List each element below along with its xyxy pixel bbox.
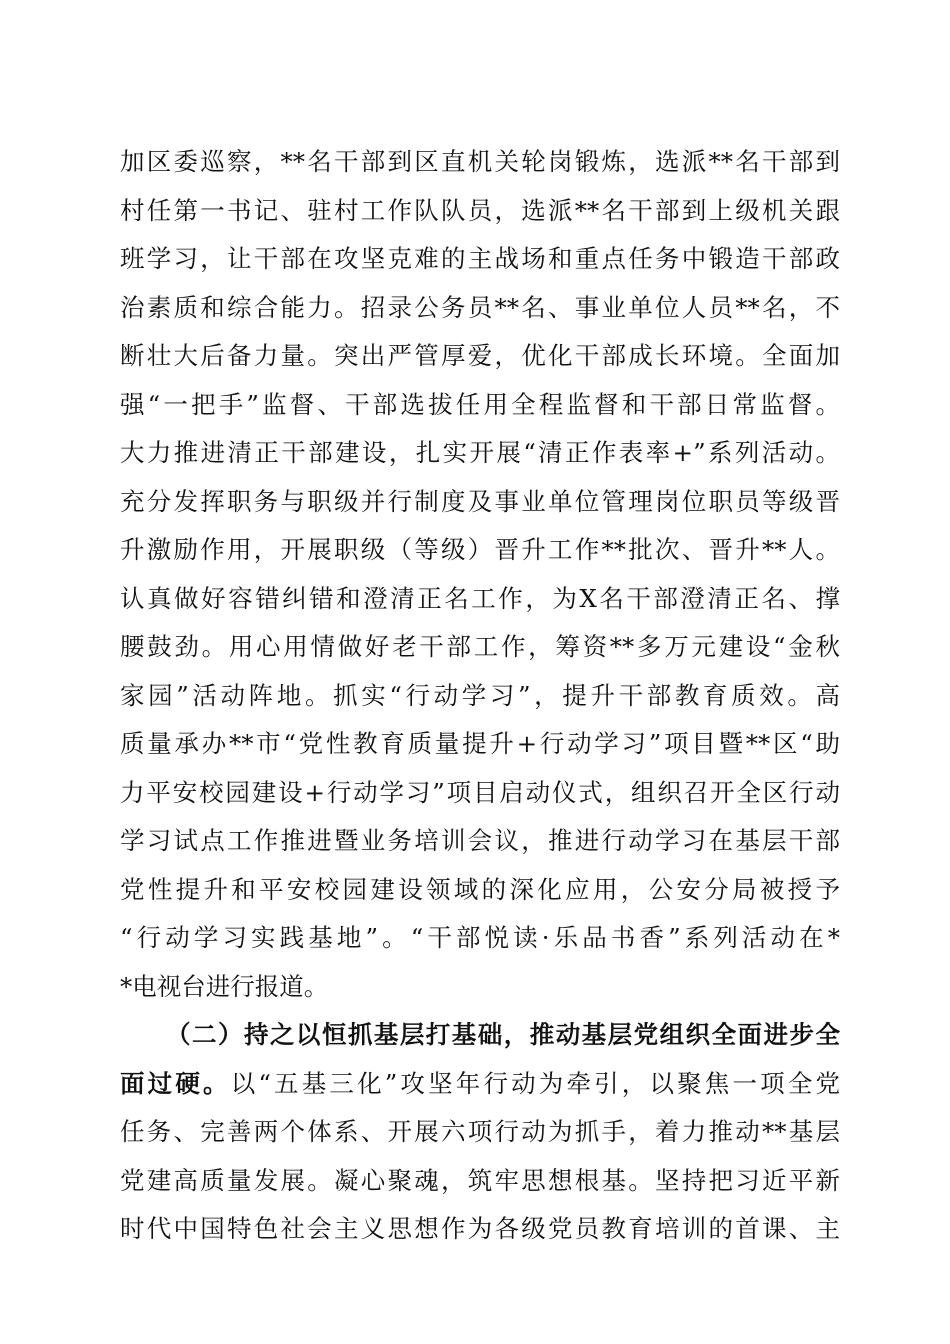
text-line: 治素质和综合能力。招录公务员**名、事业单位人员**名，不 (120, 292, 840, 322)
text-line (120, 1060, 840, 1109)
body-text (120, 138, 840, 1254)
text-line: 腰鼓劲。用心用情做好老干部工作，筹资**多万元建设“金秋 (120, 632, 840, 661)
text-line: 质量承办**市“党性教育质量提升+行动学习”项目暨**区“助 (120, 729, 840, 758)
text-line: 断壮大后备力量。突出严管厚爱，优化干部成长环境。全面加 (120, 341, 840, 370)
text-line: 认真做好容错纠错和澄清正名工作，为X名干部澄清正名、撑 (120, 583, 840, 613)
text-line: 班学习，让干部在攻坚克难的主战场和重点任务中锻造干部政 (120, 244, 840, 273)
text-line: 升激励作用，开展职级（等级）晋升工作**批次、晋升**人。 (120, 535, 840, 564)
text-line: 强“一把手”监督、干部选拔任用全程监督和干部日常监督。 (120, 389, 840, 419)
text-line: 力平安校园建设+行动学习”项目启动仪式，组织召开全区行动 (120, 777, 840, 807)
text-line: 任务、完善两个体系、开展六项行动为抓手，着力推动**基层 (120, 1117, 840, 1146)
section-heading-text: 面过硬。 (120, 1068, 231, 1098)
text-line: 党性提升和平安校园建设领域的深化应用，公安分局被授予 (120, 874, 840, 904)
text-line: 充分发挥职务与职级并行制度及事业单位管理岗位职员等级晋 (120, 486, 840, 516)
text-line: “行动学习实践基地”。“干部悦读·乐品书香”系列活动在* (120, 923, 840, 952)
text-line: 大力推进清正干部建设，扎实开展“清正作表率+”系列活动。 (120, 438, 840, 467)
text-line: 党建高质量发展。凝心聚魂，筑牢思想根基。坚持把习近平新 (120, 1165, 840, 1195)
section-heading-text: （二）持之以恒抓基层打基础，推动基层党组织全面进步全 (166, 1020, 840, 1049)
text-line: 家园”活动阵地。抓实“行动学习”，提升干部教育质效。高 (120, 680, 840, 710)
text-line: 加区委巡察，**名干部到区直机关轮岗锻炼，选派**名干部到 (120, 147, 840, 176)
text-line: 学习试点工作推进暨业务培训会议，推进行动学习在基层干部 (120, 826, 840, 855)
section-heading (120, 1011, 840, 1060)
text-line: 村任第一书记、驻村工作队队员，选派**名干部到上级机关跟 (120, 195, 840, 225)
text-line: 时代中国特色社会主义思想作为各级党员教育培训的首课、主 (120, 1214, 840, 1243)
text-line: *电视台进行报道。 (120, 971, 329, 1001)
text-run: 以“五基三化”攻坚年行动为牵引，以聚焦一项全党 (230, 1068, 840, 1098)
